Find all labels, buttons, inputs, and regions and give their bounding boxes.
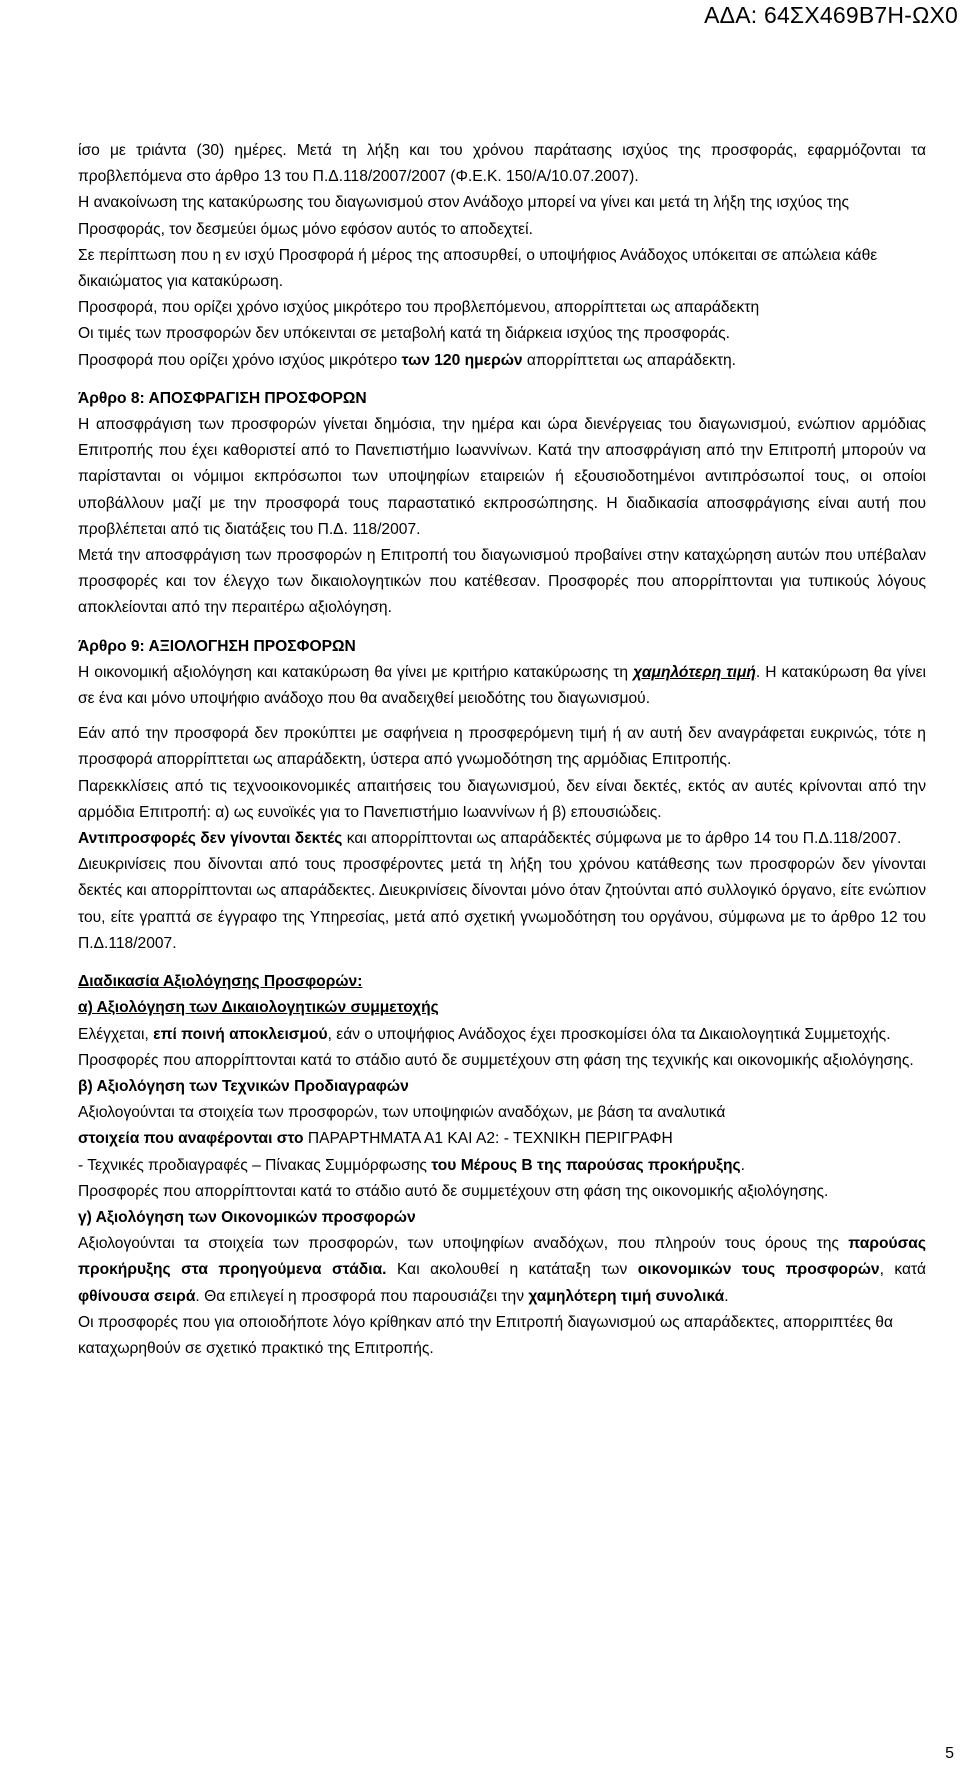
text-run: και απορρίπτονται ως απαράδεκτές σύμφωνα με το άρθρο 14 του Π.Δ.118/2007. xyxy=(342,830,902,848)
paragraph: Προσφορές που απορρίπτονται κατά το στάδιο αυτό δε συμμετέχουν στη φάση της οικονομικής αξιολόγησης. xyxy=(78,1182,829,1200)
text-run: απορρίπτεται ως απαράδεκτη. xyxy=(522,351,737,369)
bold-text: παρούσας προκήρυξης στα προηγούμενα στάδια. xyxy=(78,1235,926,1279)
subsection-a-heading: α) Αξιολόγηση των Δικαιολογητικών συμμετοχής xyxy=(78,999,439,1017)
text-run: . Η κατακύρωση θα γίνει σε ένα και μόνο υποψήφιο ανάδοχο που θα αναδειχθεί μειοδότης του διαγωνισμού. xyxy=(78,663,926,708)
bold-text: στοιχεία που αναφέρονται στο xyxy=(78,1130,304,1148)
bold-text: Αντιπροσφορές δεν γίνονται δεκτές xyxy=(78,830,343,848)
bold-text: φθίνουσα σειρά xyxy=(78,1287,196,1305)
paragraph xyxy=(78,348,926,374)
text-run: ΠΑΡΑΡΤΗΜΑΤΑ Α1 ΚΑΙ Α2: - ΤΕΧΝΙΚΗ ΠΕΡΙΓΡΑΦΗ xyxy=(303,1130,673,1148)
paragraph: Εάν από την προσφορά δεν προκύπτει με σαφήνεια η προσφερόμενη τιμή ή αν αυτή δεν αναγράφεται ευκρινώς, τότε η προσφορά απορρίπτεται ως απαράδεκτη, ύστερα από γνωμοδότηση της αρμόδιας Επιτροπής. xyxy=(78,725,926,769)
text-run: Η οικονομική αξιολόγηση και κατακύρωση θα γίνει με κριτήριο κατακύρωσης τη xyxy=(78,663,634,681)
document-body xyxy=(78,138,926,1362)
text-run: . xyxy=(740,1156,745,1174)
ada-code: ΑΔΑ: 64ΣΧ469Β7Η-ΩΧ0 xyxy=(704,2,958,28)
text-run: , εάν ο υποψήφιος Ανάδοχος έχει προσκομίσει όλα τα Δικαιολογητικά Συμμετοχής. xyxy=(327,1025,891,1043)
paragraph: Οι τιμές των προσφορών δεν υπόκεινται σε μεταβολή κατά τη διάρκεια ισχύος της προσφοράς. xyxy=(78,325,730,343)
text-run: , κατά xyxy=(879,1261,926,1279)
page-number: 5 xyxy=(945,1745,954,1762)
text-run: Προσφορά που ορίζει χρόνο ισχύος μικρότερο xyxy=(78,351,402,369)
paragraph xyxy=(78,1022,926,1048)
paragraph xyxy=(78,1126,926,1152)
bold-text: επί ποινή αποκλεισμού xyxy=(153,1025,328,1043)
article-9-heading: Άρθρο 9: ΑΞΙΟΛΟΓΗΣΗ ΠΡΟΣΦΟΡΩΝ xyxy=(78,637,356,655)
text-run: Και ακολουθεί η κατάταξη των xyxy=(386,1261,638,1279)
paragraph xyxy=(78,826,926,852)
text-run: . Θα επιλεγεί η προσφορά που παρουσιάζει την xyxy=(195,1287,529,1305)
paragraph: Η αποσφράγιση των προσφορών γίνεται δημόσια, την ημέρα και ώρα διενέργειας του διαγωνισμού, ενώπιον αρμόδιας Επιτροπής που έχει καθοριστεί από το Πανεπιστήμιο Ιωαννίνων. Κατά την αποσφράγιση από την Επιτροπή μπορούν να παρίστανται οι νόμιμοι εκπρόσωποι των υποψηφίων εταιρειών ή εξουσιοδοτημένοι αντιπρόσωποί τους, οι οποίοι υποβάλλουν μαζί με την προσφορά τους παραστατικό εκπροσώπησης. Η διαδικασία αποσφράγισης είναι αυτή που προβλέπεται από τις διατάξεις του Π.Δ. 118/2007. xyxy=(78,416,926,538)
article-8-heading: Άρθρο 8: ΑΠΟΣΦΡΑΓΙΣΗ ΠΡΟΣΦΟΡΩΝ xyxy=(78,389,367,407)
paragraph: ίσο με τριάντα (30) ημέρες. Μετά τη λήξη και του χρόνου παράτασης ισχύος της προσφοράς, εφαρμόζονται τα προβλεπόμενα στο άρθρο 13 του Π.Δ.118/2007/2007 (Φ.Ε.Κ. 150/Α/10.07.2007). xyxy=(78,142,926,186)
paragraph: Οι προσφορές που για οποιοδήποτε λόγο κρίθηκαν από την Επιτροπή διαγωνισμού ως απαράδεκτες, απορριπτέες θα καταχωρηθούν σε σχετικό πρακτικό της Επιτροπής. xyxy=(78,1313,893,1357)
procedure-heading: Διαδικασία Αξιολόγησης Προσφορών: xyxy=(78,973,363,991)
text-run: Αξιολογούνται τα στοιχεία των προσφορών, των υποψηφίων αναδόχων, που πληρούν τους όρους της xyxy=(78,1235,849,1253)
bold-text: χαμηλότερη τιμή συνολικά xyxy=(528,1287,725,1305)
paragraph: Αξιολογούνται τα στοιχεία των προσφορών, των υποψηφιών αναδόχων, με βάση τα αναλυτικά xyxy=(78,1104,726,1122)
emphasis-text: χαμηλότερη τιμή xyxy=(633,663,756,681)
paragraph: Παρεκκλίσεις από τις τεχνοοικονομικές απαιτήσεις του διαγωνισμού, δεν είναι δεκτές, εκτός αν αυτές κρίνονται από την αρμόδια Επιτροπή: α) ως ευνοϊκές για το Πανεπιστήμιο Ιωαννίνων ή β) επουσιώδεις. xyxy=(78,777,926,821)
paragraph: Διευκρινίσεις που δίνονται από τους προσφέροντες μετά τη λήξη του χρόνου κατάθεσης των προσφορών δεν γίνονται δεκτές και απορρίπτονται ως απαράδεκτες. Διευκρινίσεις δίνονται μόνο όταν ζητούνται από συλλογικό όργανο, είτε ενώπιον του, είτε γραπτά σε έγγραφο της Υπηρεσίας, μετά από σχετική γνωμοδότηση του οργάνου, σύμφωνα με το άρθρο 12 του Π.Δ.118/2007. xyxy=(78,856,926,952)
paragraph: Προσφορές που απορρίπτονται κατά το στάδιο αυτό δε συμμετέχουν στη φάση της τεχνικής και οικονομικής αξιολόγησης. xyxy=(78,1051,914,1069)
paragraph: Η ανακοίνωση της κατακύρωσης του διαγωνισμού στον Ανάδοχο μπορεί να γίνει και μετά τη λήξη της ισχύος της Προσφοράς, τον δεσμεύει όμως μόνο εφόσον αυτός το αποδεχτεί. xyxy=(78,194,850,238)
subsection-c-heading: γ) Αξιολόγηση των Οικονομικών προσφορών xyxy=(78,1208,416,1226)
text-run: - Τεχνικές προδιαγραφές – Πίνακας Συμμόρφωσης xyxy=(78,1156,432,1174)
text-run: . xyxy=(724,1287,729,1305)
paragraph: Μετά την αποσφράγιση των προσφορών η Επιτροπή του διαγωνισμού προβαίνει στην καταχώρηση αυτών που υπέβαλαν προσφορές και τον έλεγχο των δικαιολογητικών που κατέθεσαν. Προσφορές που απορρίπτονται για τυπικούς λόγους αποκλείονται από την περαιτέρω αξιολόγηση. xyxy=(78,547,926,617)
bold-text: του Μέρους Β της παρούσας προκήρυξης xyxy=(431,1156,741,1174)
text-run: Ελέγχεται, xyxy=(78,1025,154,1043)
bold-text: οικονομικών τους προσφορών xyxy=(637,1261,880,1279)
paragraph: Προσφορά, που ορίζει χρόνο ισχύος μικρότερο του προβλεπόμενου, απορρίπτεται ως απαράδεκτη xyxy=(78,299,760,317)
paragraph: Σε περίπτωση που η εν ισχύ Προσφορά ή μέρος της αποσυρθεί, ο υποψήφιος Ανάδοχος υπόκειται σε απώλεια κάθε δικαιώματος για κατακύρωση. xyxy=(78,246,878,291)
paragraph xyxy=(78,1231,926,1310)
paragraph xyxy=(78,660,926,712)
bold-text: των 120 ημερών xyxy=(401,351,523,369)
paragraph xyxy=(78,1153,926,1179)
subsection-b-heading: β) Αξιολόγηση των Τεχνικών Προδιαγραφών xyxy=(78,1077,409,1095)
